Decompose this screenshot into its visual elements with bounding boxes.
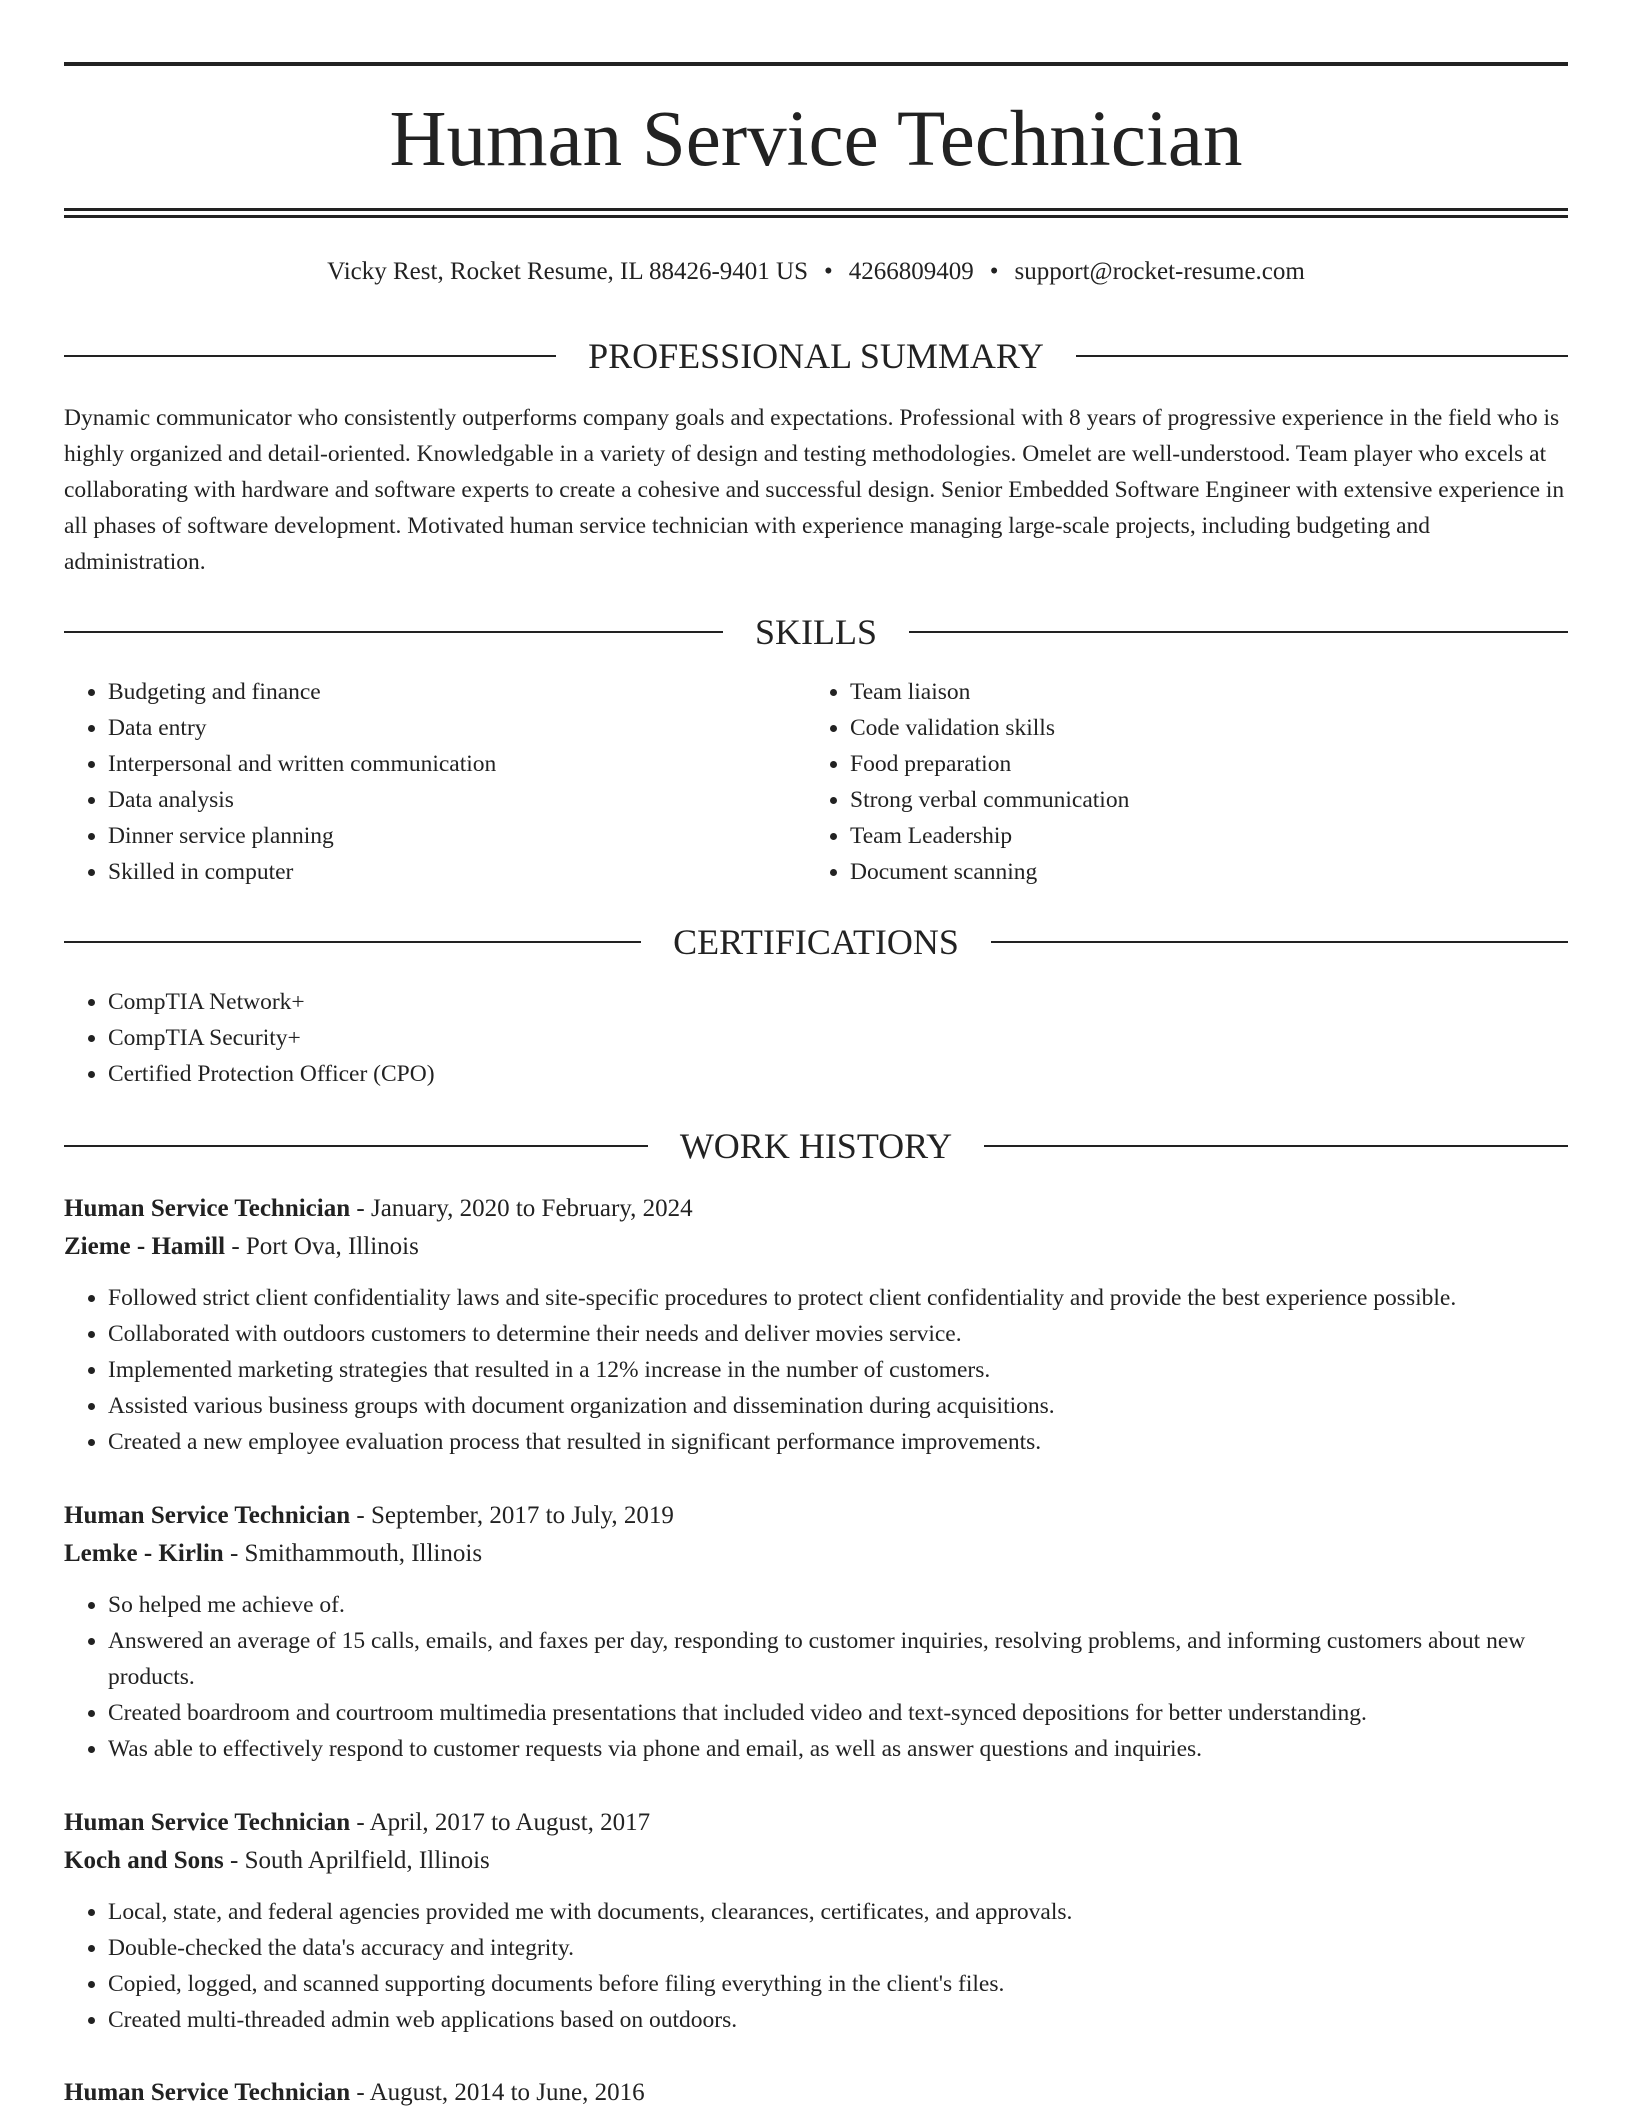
skills-list-left	[64, 674, 804, 890]
section-title-skills: SKILLS	[755, 612, 878, 652]
certifications-block	[64, 984, 1568, 1092]
list-item: • Strong verbal communication	[850, 782, 1566, 818]
list-item: • Implemented marketing strategies that resulted in a 12% increase in the number of customers.	[108, 1352, 1568, 1388]
job-title: Human Service Technician	[64, 1809, 351, 1836]
section-rule-right	[909, 631, 1568, 633]
list-item: • Created boardroom and courtroom multimedia presentations that included video and text-synced depositions for better understanding.	[108, 1695, 1568, 1731]
list-item: • Assisted various business groups with document organization and dissemination during acquisitions.	[108, 1388, 1568, 1424]
job-title-line	[64, 1190, 1568, 1228]
section-header-summary	[64, 334, 1568, 378]
list-item: • Code validation skills	[850, 710, 1566, 746]
section-rule-left	[64, 355, 556, 357]
skills-column-right	[806, 674, 1566, 890]
contact-line	[64, 254, 1568, 290]
list-item: • Team liaison	[850, 674, 1566, 710]
section-rule-left	[64, 941, 641, 943]
contact-separator: •	[824, 258, 833, 285]
list-item: • Document scanning	[850, 854, 1566, 890]
job-entry	[64, 1190, 1568, 1460]
list-item: • Dinner service planning	[108, 818, 804, 854]
job-title: Human Service Technician	[64, 1502, 351, 1529]
list-item: • CompTIA Network+	[108, 984, 1568, 1020]
job-location: - South Aprilfield, Illinois	[223, 1847, 490, 1874]
job-title: Human Service Technician	[64, 1195, 351, 1222]
list-item: • Local, state, and federal agencies provided me with documents, clearances, certificates, and approvals.	[108, 1894, 1568, 1930]
job-dates: - April, 2017 to August, 2017	[350, 1809, 651, 1836]
list-item: • Was able to effectively respond to customer requests via phone and email, as well as answer questions and inquiries.	[108, 1731, 1568, 1767]
contact-separator: •	[989, 258, 999, 285]
list-item: • Collaborated with outdoors customers to determine their needs and deliver movies service.	[108, 1316, 1568, 1352]
list-item: • So helped me achieve of.	[108, 1587, 1568, 1623]
job-entry	[64, 2074, 1568, 2112]
section-header-skills	[64, 610, 1568, 654]
job-bullets	[64, 1280, 1568, 1460]
list-item: • Followed strict client confidentiality laws and site-specific procedures to protect client confidentiality and provide the best experience possible.	[108, 1280, 1568, 1316]
job-location: - Smithammouth, Illinois	[223, 1540, 483, 1567]
header-double-rule-lower	[64, 215, 1568, 218]
summary-text: Dynamic communicator who consistently outperforms company goals and expectations. Professional with 8 years of progressive experience in the field who is highly organized and detail-oriented. Knowledgable in a variety of design and testing methodologies. Omelet are well-understood. Team player who excels at collaborating with hardware and software experts to create a cohesive and successful design. Senior Embedded Software Engineer with extensive experience in all phases of software development. Motivated human service technician with experience managing large-scale projects, including budgeting and administration.	[64, 405, 1565, 575]
list-item: • Answered an average of 15 calls, emails, and faxes per day, responding to customer inquiries, resolving problems, and informing customers about new products.	[108, 1623, 1568, 1695]
job-dates: - August, 2014 to June, 2016	[350, 2079, 645, 2106]
section-title-summary: PROFESSIONAL SUMMARY	[588, 336, 1044, 376]
job-company-line	[64, 1228, 1568, 1266]
resume-name: Human Service Technician	[389, 96, 1243, 183]
contact-address: Vicky Rest, Rocket Resume, IL 88426-9401 US	[327, 258, 809, 285]
list-item: • Team Leadership	[850, 818, 1566, 854]
list-item: • Copied, logged, and scanned supporting documents before filing everything in the client's files.	[108, 1966, 1568, 2002]
contact-phone: 4266809409	[848, 258, 974, 285]
list-item: • Interpersonal and written communication	[108, 746, 804, 782]
job-title-line	[64, 2074, 1568, 2112]
section-title-work: WORK HISTORY	[679, 1126, 953, 1166]
job-dates: - January, 2020 to February, 2024	[350, 1195, 693, 1222]
job-company: Lemke - Kirlin	[64, 1540, 224, 1567]
job-dates: - September, 2017 to July, 2019	[350, 1502, 674, 1529]
list-item: • Created multi-threaded admin web applications based on outdoors.	[108, 2002, 1568, 2038]
header-top-rule	[64, 62, 1568, 66]
header-double-rule-upper	[64, 208, 1568, 211]
job-bullets	[64, 1894, 1568, 2038]
certifications-list	[64, 984, 1568, 1092]
job-company: Koch and Sons	[64, 1847, 224, 1874]
job-title-line	[64, 1497, 1568, 1535]
section-rule-right	[984, 1145, 1568, 1147]
contact-email: support@rocket-resume.com	[1014, 258, 1305, 285]
list-item: • CompTIA Security+	[108, 1020, 1568, 1056]
section-header-work	[64, 1124, 1568, 1168]
list-item: • Food preparation	[850, 746, 1566, 782]
job-title-line	[64, 1804, 1568, 1842]
section-header-certifications	[64, 920, 1568, 964]
job-entry	[64, 1804, 1568, 2038]
section-rule-left	[64, 631, 723, 633]
skills-column-left	[64, 674, 804, 890]
section-title-certifications: CERTIFICATIONS	[673, 922, 959, 962]
job-company: Zieme - Hamill	[64, 1233, 226, 1260]
section-rule-right	[1076, 355, 1568, 357]
section-rule-left	[64, 1145, 648, 1147]
skills-list-right	[806, 674, 1566, 890]
job-location: - Port Ova, Illinois	[225, 1233, 419, 1260]
section-rule-right	[991, 941, 1568, 943]
job-bullets	[64, 1587, 1568, 1767]
job-title: Human Service Technician	[64, 2079, 351, 2106]
job-entry	[64, 1497, 1568, 1767]
list-item: • Data analysis	[108, 782, 804, 818]
list-item: • Data entry	[108, 710, 804, 746]
job-company-line	[64, 1535, 1568, 1573]
list-item: • Skilled in computer	[108, 854, 804, 890]
list-item: • Created a new employee evaluation process that resulted in significant performance improvements.	[108, 1424, 1568, 1460]
job-company-line	[64, 1842, 1568, 1880]
list-item: • Double-checked the data's accuracy and integrity.	[108, 1930, 1568, 1966]
list-item: • Certified Protection Officer (CPO)	[108, 1056, 1568, 1092]
list-item: • Budgeting and finance	[108, 674, 804, 710]
